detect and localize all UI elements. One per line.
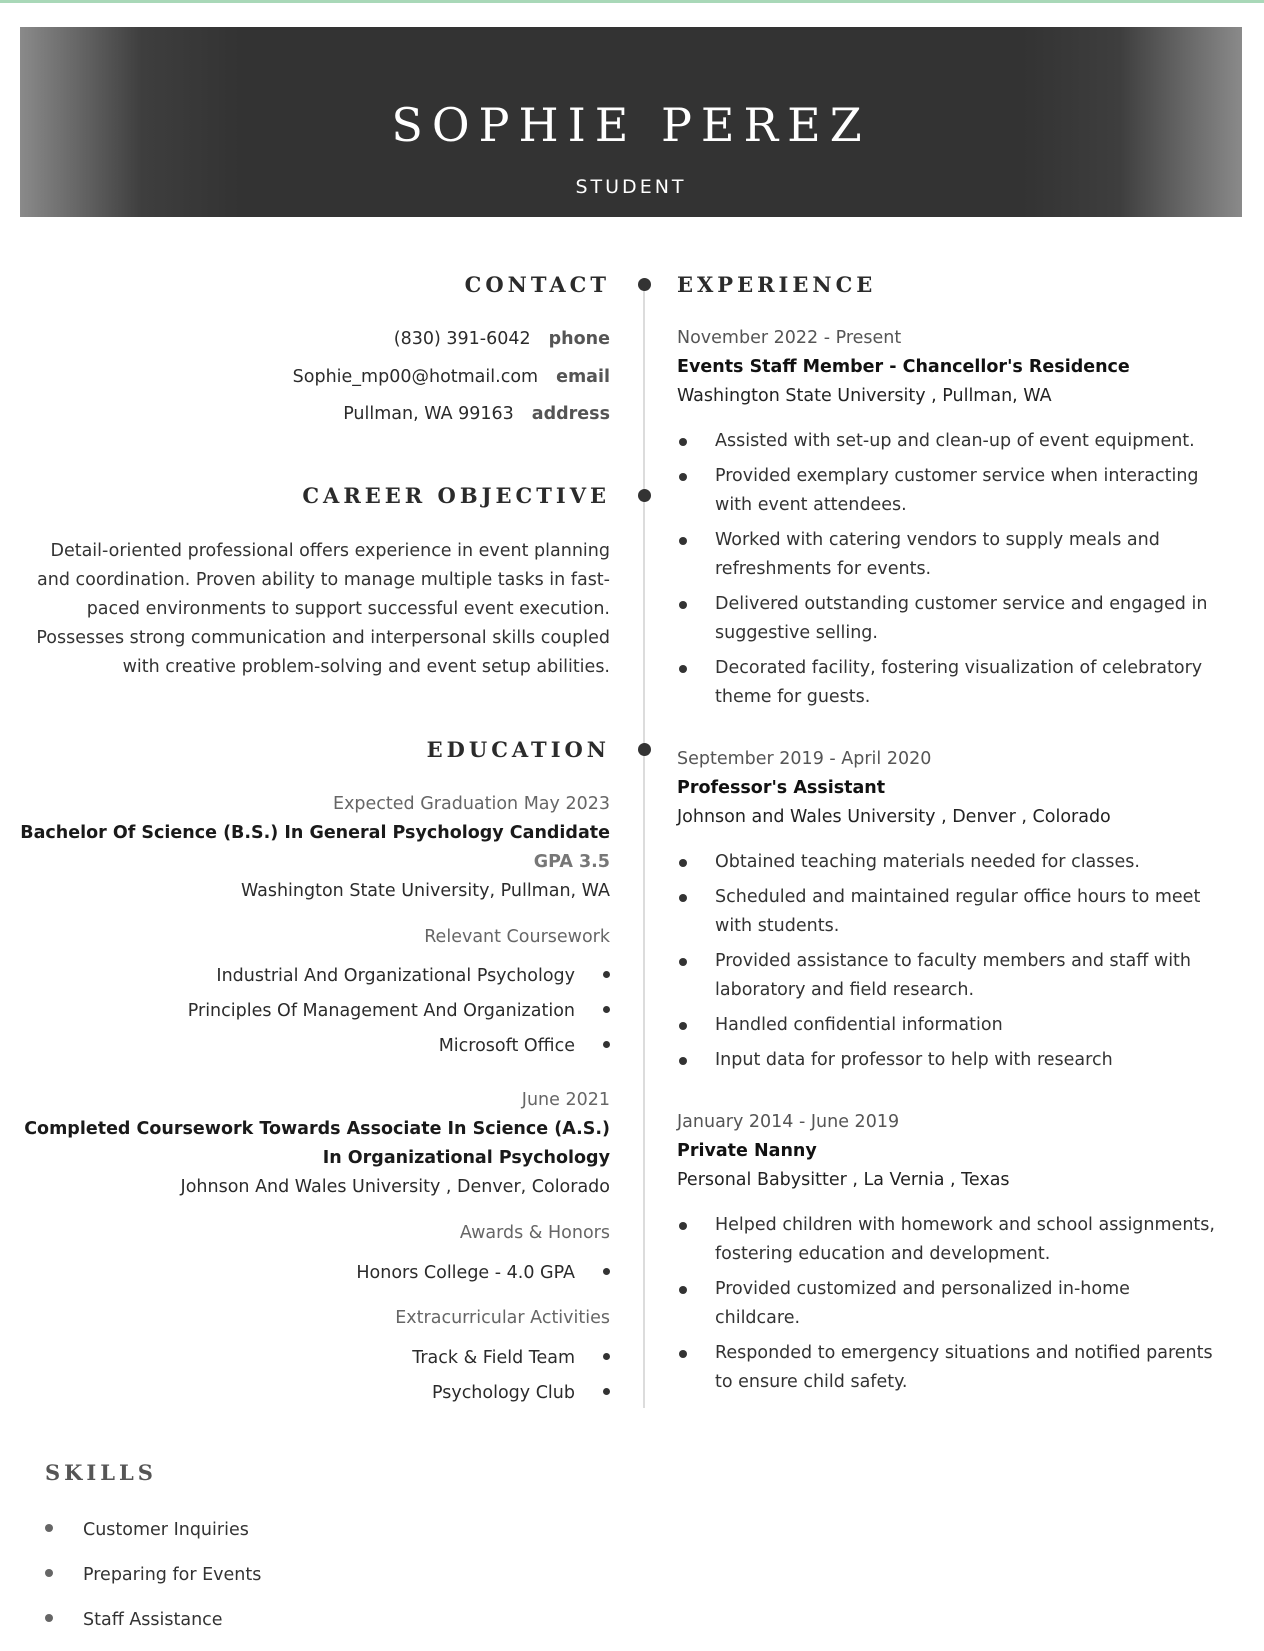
experience-bullet: Delivered outstanding customer service and engaged in suggestive selling. [677, 590, 1217, 648]
candidate-name: SOPHIE PEREZ [391, 98, 871, 152]
experience-bullet: Decorated facility, fostering visualization of celebratory theme for guests. [677, 654, 1217, 712]
experience-bullet: Helped children with homework and school assignments, fostering education and development. [677, 1211, 1217, 1269]
experience-org: Personal Babysitter , La Vernia , Texas [677, 1170, 1010, 1190]
experience-heading: EXPERIENCE [677, 272, 877, 297]
experience-bullet: Responded to emergency situations and notified parents to ensure child safety. [677, 1339, 1217, 1397]
skill-item [45, 1563, 261, 1587]
skills-heading: SKILLS [45, 1460, 157, 1485]
experience-bullet: Scheduled and maintained regular office hours to meet with students. [677, 883, 1217, 941]
activities-heading: Extracurricular Activities [395, 1308, 610, 1328]
coursework-item-label: Principles Of Management And Organization [187, 1001, 575, 1021]
experience-bullets [677, 1211, 1217, 1397]
bullet-dot [603, 971, 610, 978]
activity-item [412, 1346, 610, 1370]
candidate-title: STUDENT [575, 176, 687, 198]
experience-bullets [677, 427, 1217, 712]
education-date: Expected Graduation May 2023 [333, 794, 610, 814]
coursework-item [439, 1034, 610, 1058]
phone-label: phone [548, 329, 610, 349]
timeline-dot [638, 489, 651, 502]
skill-label: Customer Inquiries [83, 1520, 249, 1540]
career-objective-heading: CAREER OBJECTIVE [302, 483, 610, 508]
bullet-dot [603, 1006, 610, 1013]
top-accent-bar [0, 0, 1264, 3]
skill-label: Preparing for Events [83, 1565, 262, 1585]
bullet-dot [603, 1388, 610, 1395]
bullet-dot [45, 1614, 53, 1622]
bullet-dot [603, 1268, 610, 1275]
experience-bullet: Worked with catering vendors to supply meals and refreshments for events. [677, 526, 1217, 584]
award-item-label: Honors College - 4.0 GPA [356, 1263, 575, 1283]
bullet-dot [603, 1353, 610, 1360]
activity-item [432, 1381, 610, 1405]
skill-item [45, 1608, 223, 1632]
experience-date: January 2014 - June 2019 [677, 1112, 900, 1132]
timeline-divider [643, 283, 645, 1408]
education-heading: EDUCATION [426, 737, 610, 762]
experience-bullets [677, 848, 1217, 1075]
address-label: address [531, 404, 610, 424]
education-school: Johnson And Wales University , Denver, Colorado [180, 1177, 610, 1197]
activity-item-label: Psychology Club [431, 1383, 575, 1403]
contact-address [343, 402, 610, 426]
address-value: Pullman, WA 99163 [343, 404, 514, 424]
email-label: email [556, 367, 610, 387]
skill-label: Staff Assistance [83, 1610, 223, 1630]
resume-header [20, 27, 1242, 217]
activity-item-label: Track & Field Team [412, 1348, 575, 1368]
experience-date: September 2019 - April 2020 [677, 749, 932, 769]
contact-heading: CONTACT [464, 272, 610, 297]
email-value[interactable]: Sophie_mp00@hotmail.com [292, 367, 539, 387]
experience-bullet: Obtained teaching materials needed for classes. [677, 848, 1217, 877]
experience-role: Professor's Assistant [677, 778, 886, 798]
coursework-heading: Relevant Coursework [424, 927, 610, 947]
experience-org: Johnson and Wales University , Denver , Colorado [677, 807, 1111, 827]
experience-bullet: Handled confidential information [677, 1011, 1217, 1040]
experience-entry [677, 1108, 1217, 1403]
experience-entry [677, 745, 1217, 1081]
education-school: Washington State University, Pullman, WA [240, 881, 610, 901]
awards-heading: Awards & Honors [459, 1223, 610, 1243]
experience-bullet: Provided customized and personalized in-home childcare. [677, 1275, 1217, 1333]
skill-item [45, 1518, 249, 1542]
education-degree-line2: In Organizational Psychology [322, 1148, 610, 1168]
bullet-dot [603, 1041, 610, 1048]
experience-bullet: Assisted with set-up and clean-up of event equipment. [677, 427, 1217, 456]
bullet-dot [45, 1524, 53, 1532]
contact-email [293, 365, 610, 389]
experience-bullet: Input data for professor to help with research [677, 1046, 1217, 1075]
experience-role: Events Staff Member - Chancellor's Residence [677, 357, 1130, 377]
education-date: June 2021 [521, 1090, 610, 1110]
bullet-dot [45, 1569, 53, 1577]
coursework-item-label: Industrial And Organizational Psychology [216, 966, 575, 986]
award-item [356, 1261, 610, 1285]
experience-entry [677, 324, 1217, 718]
experience-org: Washington State University , Pullman, WA [677, 386, 1052, 406]
timeline-dot [638, 278, 651, 291]
education-degree-line1: Completed Coursework Towards Associate In Science (A.S.) [24, 1119, 610, 1139]
coursework-item [188, 999, 610, 1023]
coursework-item-label: Microsoft Office [438, 1036, 575, 1056]
experience-bullet: Provided assistance to faculty members and staff with laboratory and field research. [677, 947, 1217, 1005]
timeline-dot [638, 743, 651, 756]
experience-date: November 2022 - Present [677, 328, 902, 348]
contact-phone [394, 327, 610, 351]
education-degree: Bachelor Of Science (B.S.) In General Psychology Candidate [20, 823, 610, 843]
experience-bullet: Provided exemplary customer service when interacting with event attendees. [677, 462, 1217, 520]
experience-role: Private Nanny [677, 1141, 817, 1161]
phone-value[interactable]: (830) 391-6042 [393, 329, 531, 349]
career-objective-text: Detail-oriented professional offers experience in event planning and coordination. Proven ability to manage multiple tasks in fast-paced environments to support successful event execution. Possesses strong communication and interpersonal skills coupled with creative problem-solving and event setup abilities. [36, 541, 610, 677]
education-gpa: GPA 3.5 [533, 852, 610, 872]
coursework-item [216, 964, 610, 988]
